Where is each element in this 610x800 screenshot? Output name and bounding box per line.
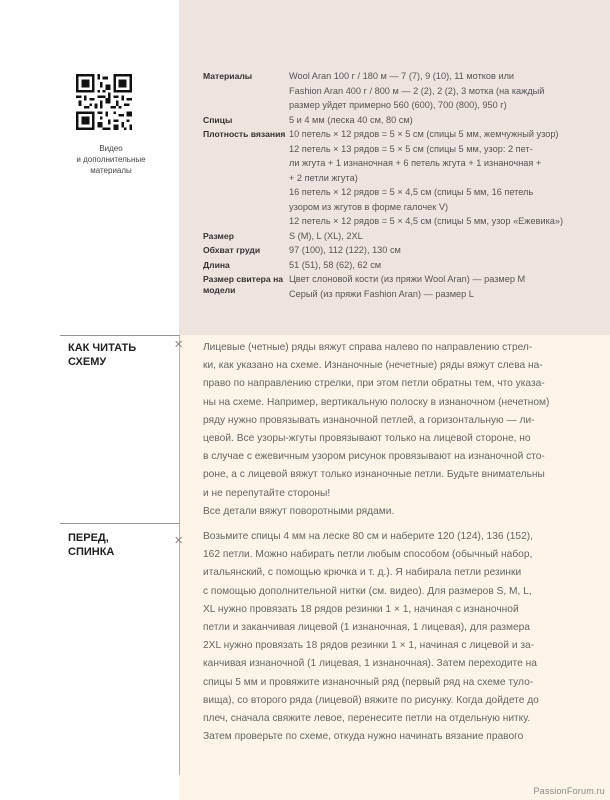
table-row [203, 229, 589, 244]
spec-value: 51 (51), 58 (62), 62 см [289, 259, 382, 270]
table-row [203, 69, 589, 113]
materials-table [203, 69, 589, 301]
cross-mark-icon: ✕ [174, 535, 184, 547]
spec-value: 97 (100), 112 (122), 130 см [289, 245, 401, 255]
spec-value: S (M), L (XL), 2XL [289, 230, 363, 241]
divider-vertical [179, 335, 180, 775]
qr-caption: Видео и дополнительные материалы [76, 144, 146, 175]
section-title-front-back: ПЕРЕД, СПИНКА [68, 532, 115, 558]
spec-label: Размер свитера на модели [203, 274, 284, 295]
spec-label: Спицы [203, 114, 233, 125]
table-row [203, 258, 589, 273]
spec-label: Плотность вязания [203, 129, 286, 139]
spec-label: Обхват груди [203, 245, 261, 255]
divider-section-2 [60, 523, 180, 524]
table-row [203, 272, 589, 301]
table-row [203, 243, 589, 258]
spec-value: Цвет слоновой кости (из пряжи Wool Aran) — размер M Серый (из пряжи Fashion Aran) — размер L [289, 274, 526, 299]
spec-label: Материалы [203, 71, 253, 81]
section-body-front-back: Возьмите спицы 4 мм на леске 80 см и наберите 120 (124), 136 (152), 162 петли. Можно набирать петли любым способом (обычный набор, итальянский, с помощью крючка и т. д.). Я набирала петли резинки с помощью дополнительной нитки (см. видео). Для размеров S, M, L, XL нужно провязать 18 рядов резинки 1 × 1, начиная с изнаночной петли и заканчивая лицевой (1 изнаночная, 1 лицевая), для размера 2XL нужно провязать 18 рядов резинки 1 × 1, начиная с лицевой и за- канчивая изнаночной (1 лицевая, 1 изнаночная). Затем переходите на спицы 5 мм и провяжите изнаночный ряд (первый ряд на схеме туло- вища), со второго ряда (лицевой) вяжите по рисунку. Когда дойдете до плеч, сначала свяжите левое, перенесите петли на отдельную нитку. Затем проверьте по схеме, откуда нужно начинать вязание правого [203, 531, 539, 743]
cross-mark-icon: ✕ [174, 339, 184, 351]
spec-value: 5 и 4 мм (леска 40 см, 80 см) [289, 114, 413, 125]
table-row [203, 113, 589, 128]
qr-code-icon[interactable] [76, 74, 132, 130]
divider-section-1 [60, 335, 180, 336]
spec-value: 10 петель × 12 рядов = 5 × 5 см (спицы 5 мм, жемчужный узор) 12 петель × 13 рядов = 5 × 5 см (спицы 5 мм, узор: 2 пет- ли жгута + 1 изнаночная + 6 петель жгута + 1 изнаночная + + 2 петли жгута) 16 петель × 12 рядов = 5 × 4,5 см (спицы 5 мм, 16 петель узором из жгутов в форме галочек V) 12 петель × 12 рядов = 5 × 4,5 см (спицы 5 мм, узор «Ежевика») [289, 129, 564, 226]
watermark: PassionForum.ru [533, 786, 605, 796]
spec-value: Wool Aran 100 г / 180 м — 7 (7), 9 (10), 11 мотков или Fashion Aran 400 г / 800 м — 2 (2), 2 (2), 3 мотка (на каждый размер уйдет примерно 560 (600), 700 (800), 950 г) [289, 71, 545, 110]
section-title-how-to-read: КАК ЧИТАТЬ СХЕМУ [68, 342, 137, 368]
table-row [203, 127, 589, 229]
spec-label: Длина [203, 259, 230, 270]
spec-label: Размер [203, 230, 234, 241]
section-body-how-to-read: Лицевые (четные) ряды вяжут справа налево по направлению стрел- ки, как указано на схеме. Изнаночные (нечетные) ряды вяжут слева на- право по направлению стрелки, при этом петли обратны тем, что указа- ны на схеме. Например, вертикальную полоску в изнаночном (нечетном) ряду нужно провязывать изнаночной петлей, а горизонтальную — ли- цевой. Все узоры-жгуты провязывают только на лицевой стороне, но в случае с ежевичным узором рисунок провязывают на изнаночной сто- роне, а с лицевой вяжут только изнаночные петли. Будьте внимательны и не перепутайте стороны! Все детали вяжут поворотными рядами. [203, 342, 550, 517]
